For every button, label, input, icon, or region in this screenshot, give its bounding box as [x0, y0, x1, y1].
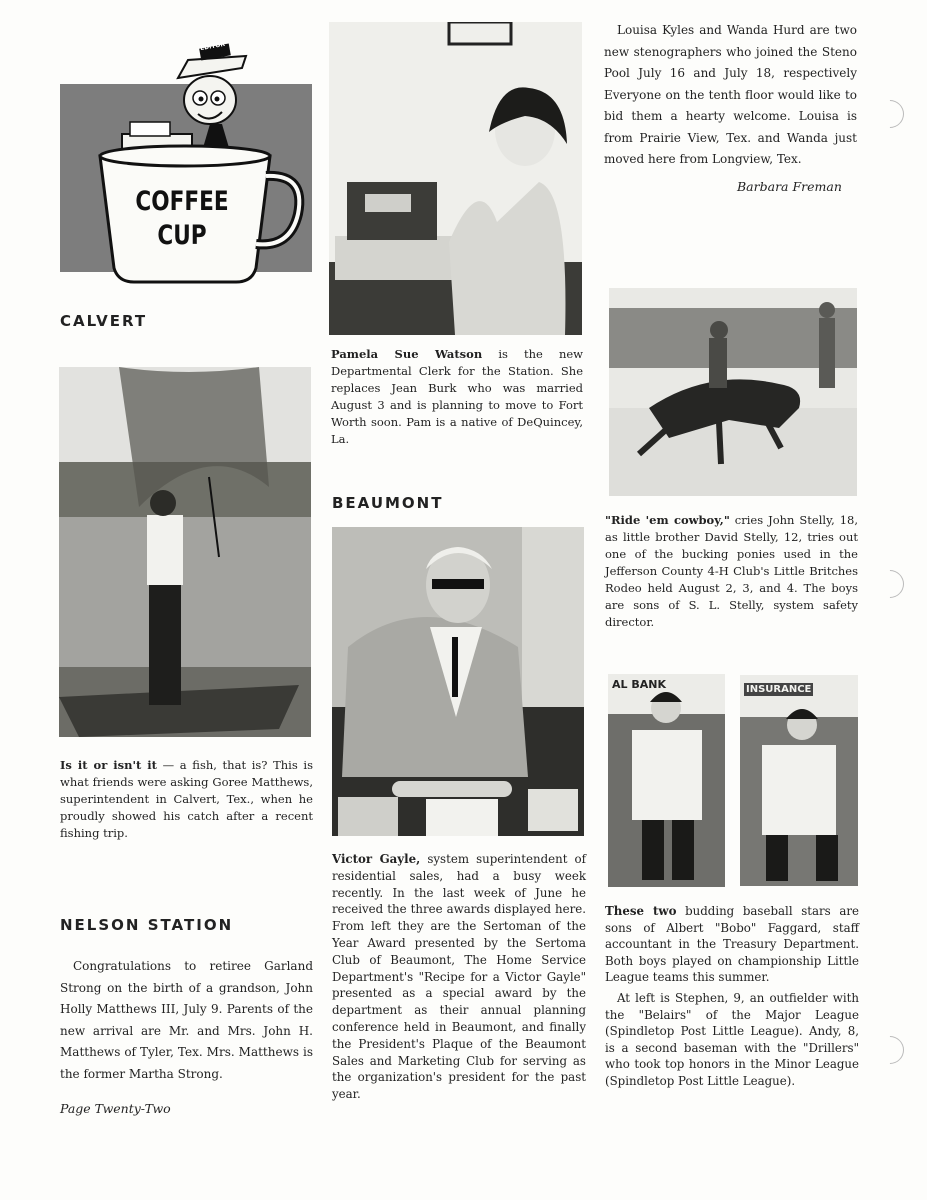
- binder-hole-bottom: [870, 1030, 910, 1070]
- baseball-caption-text2: At left is Stephen, 9, an outfielder with the "Belairs" of the Major League (Spindletop Post Little League). Andy, 8, is a second baseman with the "Drillers" who took top honors in the Minor League (Spindletop Post Little League).: [605, 991, 859, 1088]
- gayle-caption-text: system superintendent of residential sales, had a busy week recently. In the last week of June he received the three awards displayed here. From left they are the Sertoman of the Year Award presented by the Sertoma Club of Beaumont, The Home Service Department's "Recipe for a Victor Gayle" presented as a special award by the department as their annual planning conference held in Beaumont, and finally the President's Plaque of the Beaumont Sales and Marketing Club for serving as the organization's president for the past year.: [332, 852, 587, 1102]
- gayle-photo: [332, 527, 584, 836]
- baseball-caption-text: budding baseball stars are sons of Albert "Bobo" Faggard, staff accountant in the Treasury Department. Both boys played on championship Little League teams this summer.: [605, 904, 859, 984]
- bank-sign: AL BANK: [612, 678, 666, 691]
- rodeo-caption: [605, 512, 858, 631]
- logo-title-line1: COFFEE: [135, 186, 229, 217]
- rodeo-caption-text: cries John Stelly, 18, as little brother David Stelly, 12, tries out one of the bucking ponies used in the Jefferson County 4-H Club's Little Britches Rodeo held August 2, 3, and 4. The boys are sons of S. L. Stelly, system safety director.: [605, 513, 858, 629]
- page-number: Page Twenty-Two: [60, 1101, 171, 1116]
- steno-pool-text: Louisa Kyles and Wanda Hurd are two new stenographers who joined the Steno Pool July 16 and July 18, respectively Everyone on the tenth floor would like to bid them a hearty welcome. Louisa is from Prairie View, Tex. and Wanda just moved here from Longview, Tex.: [604, 23, 857, 166]
- watson-caption-lead: Pamela Sue Watson: [331, 347, 483, 361]
- insurance-sign: INSURANCE: [746, 684, 812, 695]
- beaumont-heading: BEAUMONT: [332, 494, 444, 512]
- calvert-heading: CALVERT: [60, 312, 148, 330]
- gayle-caption: [332, 851, 586, 1103]
- watson-photo: [329, 22, 582, 335]
- watson-caption: [331, 346, 583, 448]
- hat-label: EDITOR: [199, 40, 226, 53]
- fishing-photo: [59, 367, 311, 737]
- baseball-caption-lead: These two: [605, 904, 677, 918]
- nelson-station-heading: NELSON STATION: [60, 916, 234, 934]
- binder-hole-top: [870, 94, 910, 134]
- watson-caption-text: is the new Departmental Clerk for the Station. She replaces Jean Burk who was married August 3 and is planning to move to Fort Worth soon. Pam is a native of DeQuincey, La.: [331, 347, 584, 446]
- nelson-station-text: Congratulations to retiree Garland Strong on the birth of a grandson, John Holly Matthews III, July 9. Parents of the new arrival are Mr. and Mrs. John H. Matthews of Tyler, Tex. Mrs. Matthews is the former Martha Strong.: [60, 959, 313, 1081]
- baseball-photo-stephen: [608, 674, 725, 887]
- baseball-caption: [605, 903, 859, 986]
- binder-hole-middle: [870, 564, 910, 604]
- fishing-caption-lead: Is it or isn't it: [60, 758, 157, 772]
- coffee-cup-logo: [60, 38, 312, 290]
- steno-byline: Barbara Freman: [737, 179, 842, 194]
- fishing-caption: [60, 757, 313, 842]
- baseball-caption-second: [605, 990, 859, 1089]
- logo-title-line2: CUP: [157, 220, 207, 251]
- rodeo-caption-lead: "Ride 'em cowboy,": [605, 513, 730, 527]
- coffee-cup-illustration: [60, 38, 312, 290]
- gayle-caption-lead: Victor Gayle,: [332, 852, 421, 866]
- baseball-photo-andy: [740, 675, 858, 886]
- fishing-caption-text: — a fish, that is? This is what friends were asking Goree Matthews, superintendent in Calvert, Tex., when he proudly showed his catch after a recent fishing trip.: [60, 758, 313, 840]
- rodeo-photo: [609, 288, 857, 496]
